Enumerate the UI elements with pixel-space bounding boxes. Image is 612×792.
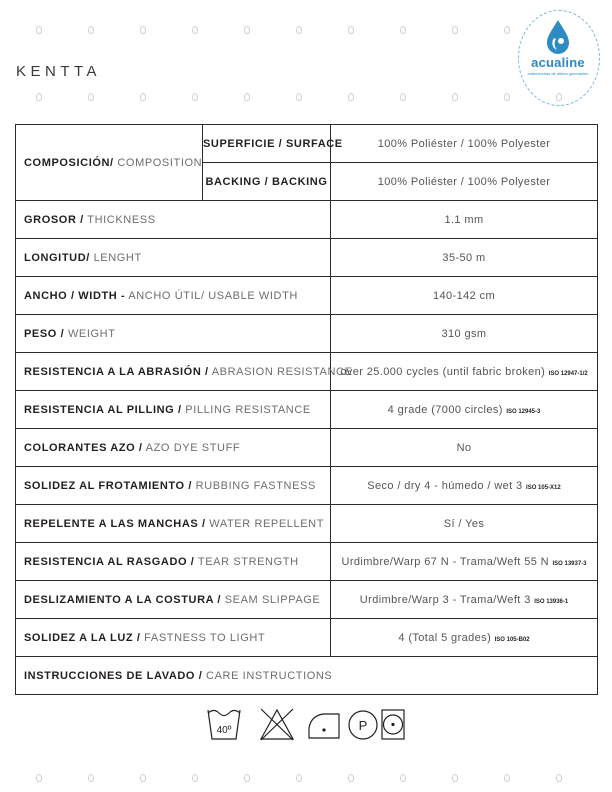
drop-icon (296, 774, 302, 782)
spec-value-cell (331, 543, 598, 581)
spec-value-cell (331, 315, 598, 353)
drop-icon (192, 93, 198, 101)
drop-icon (452, 93, 458, 101)
spec-label-en: AZO DYE STUFF (145, 441, 241, 454)
spec-label (16, 467, 331, 505)
spec-value: over 25.000 cycles (until fabric broken) (340, 365, 546, 378)
spec-label (16, 429, 331, 467)
spec-value: 310 gsm (441, 327, 487, 340)
composition-label: COMPOSICIÓN/ COMPOSITION (16, 125, 203, 201)
spec-label (16, 239, 331, 277)
iron-low-icon (309, 714, 339, 738)
tumble-dry-low-icon (382, 710, 404, 739)
drop-icon (192, 26, 198, 34)
drop-icon (400, 26, 406, 34)
spec-value: Urdimbre/Warp 3 - Trama/Weft 3 (359, 593, 531, 606)
drop-icon (348, 93, 354, 101)
drop-icon (36, 774, 42, 782)
spec-label-es: COLORANTES AZO / (24, 441, 143, 454)
care-instructions (16, 657, 598, 695)
care-icons-row (205, 706, 405, 742)
iso-standard: ISO 13937-3 (552, 560, 587, 567)
spec-label (16, 201, 331, 239)
spec-label (16, 619, 331, 657)
drop-icon (348, 774, 354, 782)
spec-label (16, 277, 331, 315)
table-row (16, 543, 598, 581)
spec-label (16, 543, 331, 581)
spec-value-cell (331, 201, 598, 239)
spec-value: 4 (Total 5 grades) (398, 631, 492, 644)
spec-label-en: WEIGHT (67, 327, 116, 340)
spec-label (16, 581, 331, 619)
spec-value-cell (331, 619, 598, 657)
spec-label (16, 505, 331, 543)
table-row (16, 429, 598, 467)
iso-standard: ISO 105-B02 (494, 636, 530, 643)
spec-label-en: FASTNESS TO LIGHT (144, 631, 266, 644)
iso-standard: ISO 13936-1 (534, 598, 569, 605)
spec-value: 4 grade (7000 circles) (387, 403, 503, 416)
decorative-drops-row2 (0, 93, 612, 103)
spec-label-en: TEAR STRENGTH (197, 555, 299, 568)
decorative-drops-top (0, 26, 612, 36)
spec-label-es: SOLIDEZ AL FROTAMIENTO / (24, 479, 192, 492)
spec-label-es: RESISTENCIA AL PILLING / (24, 403, 182, 416)
spec-table (15, 124, 598, 695)
spec-value: Seco / dry 4 - húmedo / wet 3 (367, 479, 523, 492)
spec-value: 140-142 cm (432, 289, 496, 302)
drop-icon (192, 774, 198, 782)
drop-icon (36, 26, 42, 34)
table-row-composition-surface (16, 125, 598, 163)
iso-standard: ISO 105-X12 (526, 484, 561, 491)
spec-label-es: PESO / (24, 327, 65, 340)
drop-icon (244, 26, 250, 34)
spec-value-cell (331, 239, 598, 277)
drop-icon (400, 93, 406, 101)
drop-logo-icon (542, 18, 574, 56)
brand-title: KENTTA (16, 63, 102, 80)
drop-icon (296, 26, 302, 34)
spec-value-cell (331, 467, 598, 505)
spec-label-en: PILLING RESISTANCE (185, 403, 311, 416)
spec-label (16, 391, 331, 429)
spec-label-en: ABRASION RESISTANCE (211, 365, 353, 378)
spec-label-en: LENGHT (93, 251, 142, 264)
dry-clean-p-icon (349, 711, 377, 739)
drop-icon (452, 774, 458, 782)
table-row (16, 467, 598, 505)
spec-label-en: RUBBING FASTNESS (195, 479, 316, 492)
drop-icon (556, 774, 562, 782)
composition-sub-surface: SUPERFICIE / SURFACE (203, 125, 331, 163)
spec-label-es: SOLIDEZ A LA LUZ / (24, 631, 141, 644)
drop-icon (296, 93, 302, 101)
spec-label-es: RESISTENCIA AL RASGADO / (24, 555, 195, 568)
decorative-drops-bottom (0, 774, 612, 784)
table-row-care (16, 657, 598, 695)
care-label-es: INSTRUCCIONES DE LAVADO / (24, 669, 203, 682)
spec-value: No (456, 441, 472, 454)
spec-value: 35-50 m (442, 251, 486, 264)
drop-icon (504, 93, 510, 101)
spec-label-en: ANCHO ÚTIL/ USABLE WIDTH (128, 289, 298, 302)
spec-label (16, 353, 353, 391)
spec-label-es: RESISTENCIA A LA ABRASIÓN / (24, 365, 209, 378)
logo-wordmark: acualine (531, 55, 585, 70)
composition-value-surface: 100% Poliéster / 100% Polyester (331, 125, 598, 163)
wash-40-icon (208, 710, 240, 739)
logo-tagline: antimanchas de última generación (527, 71, 589, 76)
spec-value-cell (331, 505, 598, 543)
iso-standard: ISO 12945-3 (506, 408, 541, 415)
table-row (16, 315, 598, 353)
wash-temp-label: 40º (216, 725, 232, 736)
table-row (16, 505, 598, 543)
table-row (16, 201, 598, 239)
spec-label-es: GROSOR / (24, 213, 84, 226)
spec-label-es: LONGITUD/ (24, 251, 90, 264)
drop-icon (88, 774, 94, 782)
spec-label-es: ANCHO / WIDTH - (24, 289, 126, 302)
spec-value: 1.1 mm (444, 213, 484, 226)
table-row (16, 391, 598, 429)
spec-value-cell (331, 277, 598, 315)
drop-icon (140, 93, 146, 101)
spec-label-en: THICKNESS (87, 213, 156, 226)
table-row (16, 239, 598, 277)
drop-icon (452, 26, 458, 34)
composition-value-backing: 100% Poliéster / 100% Polyester (331, 163, 598, 201)
spec-label-es: DESLIZAMIENTO A LA COSTURA / (24, 593, 222, 606)
composition-sub-backing: BACKING / BACKING (203, 163, 331, 201)
spec-label (16, 315, 331, 353)
no-bleach-icon (261, 709, 293, 740)
spec-value-cell (331, 429, 598, 467)
drop-icon (88, 93, 94, 101)
drop-icon (36, 93, 42, 101)
drop-icon (244, 93, 250, 101)
drop-icon (140, 774, 146, 782)
spec-label-en: WATER REPELLENT (209, 517, 325, 530)
spec-label-es: REPELENTE A LAS MANCHAS / (24, 517, 206, 530)
spec-value-cell (331, 391, 598, 429)
care-label-en: CARE INSTRUCTIONS (206, 669, 333, 682)
table-row (16, 353, 598, 391)
table-row (16, 619, 598, 657)
drop-icon (504, 26, 510, 34)
spec-label-en: SEAM SLIPPAGE (224, 593, 321, 606)
spec-value-cell (331, 581, 598, 619)
spec-value-cell (331, 353, 598, 391)
dry-clean-letter: P (358, 718, 368, 733)
drop-icon (244, 774, 250, 782)
table-row (16, 277, 598, 315)
drop-icon (504, 774, 510, 782)
drop-icon (88, 26, 94, 34)
iso-standard: ISO 12947-1/2 (548, 370, 588, 377)
drop-icon (140, 26, 146, 34)
spec-value: Urdimbre/Warp 67 N - Trama/Weft 55 N (341, 555, 550, 568)
drop-icon (400, 774, 406, 782)
drop-icon (348, 26, 354, 34)
table-row (16, 581, 598, 619)
spec-value: Sí / Yes (443, 517, 485, 530)
